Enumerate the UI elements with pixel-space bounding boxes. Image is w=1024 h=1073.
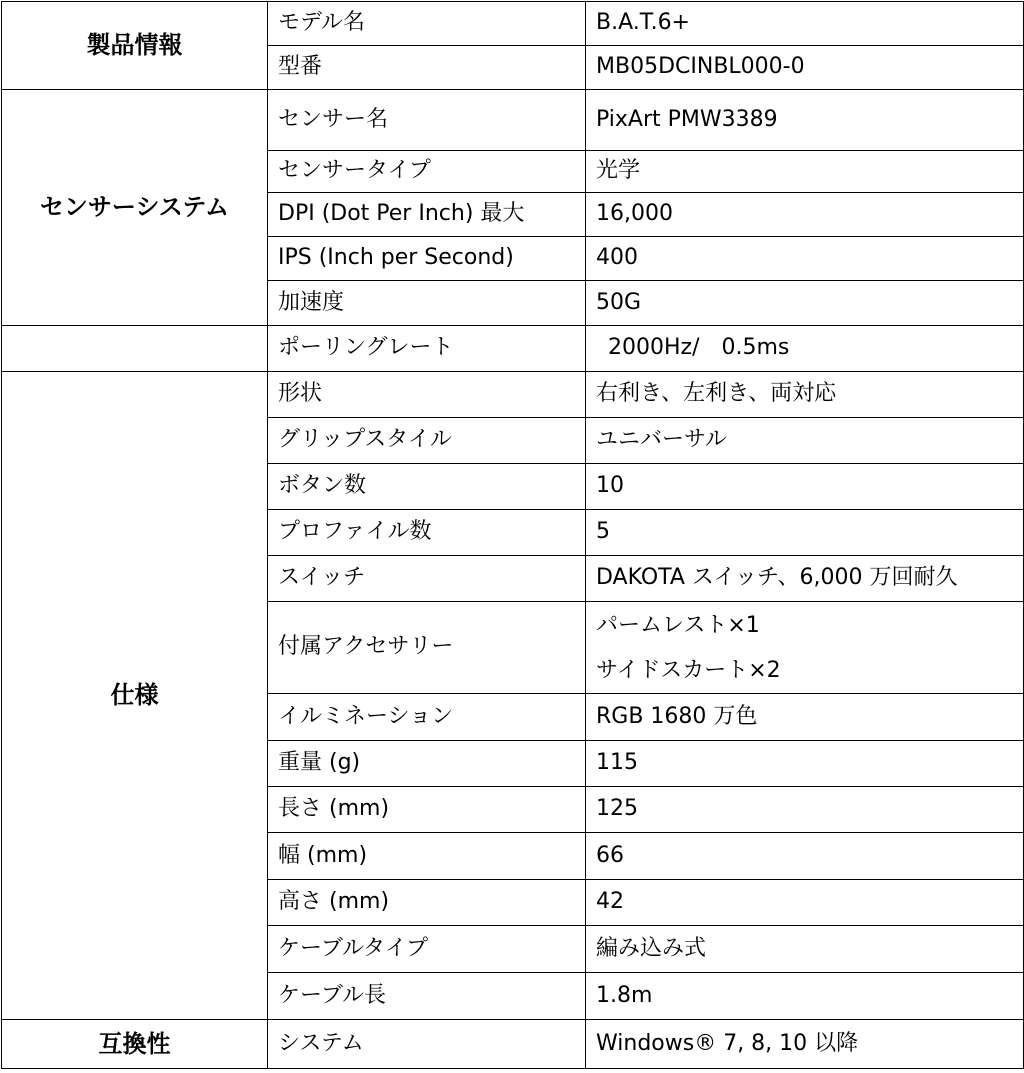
spec-label: 高さ (mm) xyxy=(268,880,586,926)
spec-value: DAKOTA スイッチ、6,000 万回耐久 xyxy=(586,556,1024,602)
spec-value: 16,000 xyxy=(586,193,1024,237)
category-compatibility: 互換性 xyxy=(2,1020,268,1069)
spec-value: 400 xyxy=(586,237,1024,281)
spec-label: ケーブル長 xyxy=(268,973,586,1020)
spec-value: RGB 1680 万色 xyxy=(586,694,1024,741)
table-row xyxy=(2,2,1024,46)
spec-value: B.A.T.6+ xyxy=(586,2,1024,46)
spec-label: ボタン数 xyxy=(268,464,586,510)
spec-value: 2000Hz/ 0.5ms xyxy=(586,326,1024,372)
spec-label: グリップスタイル xyxy=(268,418,586,464)
spec-value: 50G xyxy=(586,281,1024,326)
spec-value: 光学 xyxy=(586,151,1024,193)
category-sensor-system: センサーシステム xyxy=(2,90,268,326)
spec-value: 5 xyxy=(586,510,1024,556)
category-specs: 仕様 xyxy=(2,372,268,1020)
spec-label: 形状 xyxy=(268,372,586,418)
category-product-info: 製品情報 xyxy=(2,2,268,90)
spec-label: 幅 (mm) xyxy=(268,833,586,880)
spec-table xyxy=(1,1,1024,1069)
spec-value: 編み込み式 xyxy=(586,926,1024,973)
spec-value: 115 xyxy=(586,741,1024,787)
spec-value: ユニバーサル xyxy=(586,418,1024,464)
spec-label: DPI (Dot Per Inch) 最大 xyxy=(268,193,586,237)
spec-label: ポーリングレート xyxy=(268,326,586,372)
spec-label: 加速度 xyxy=(268,281,586,326)
spec-label: ケーブルタイプ xyxy=(268,926,586,973)
spec-label: スイッチ xyxy=(268,556,586,602)
spec-value: 125 xyxy=(586,787,1024,833)
spec-value: MB05DCINBL000-0 xyxy=(586,46,1024,90)
spec-label: 付属アクセサリー xyxy=(268,602,586,694)
category-empty xyxy=(2,326,268,372)
spec-value-multiline xyxy=(586,602,1024,694)
table-row xyxy=(2,372,1024,418)
spec-value: 42 xyxy=(586,880,1024,926)
accessory-line: サイドスカート×2 xyxy=(596,657,781,683)
spec-value: 66 xyxy=(586,833,1024,880)
spec-value: Windows® 7, 8, 10 以降 xyxy=(586,1020,1024,1069)
spec-label: センサー名 xyxy=(268,90,586,151)
spec-label: モデル名 xyxy=(268,2,586,46)
table-row xyxy=(2,90,1024,151)
spec-label: 重量 (g) xyxy=(268,741,586,787)
spec-value: 右利き、左利き、両対応 xyxy=(586,372,1024,418)
spec-label: 長さ (mm) xyxy=(268,787,586,833)
accessory-line: パームレスト×1 xyxy=(596,612,760,638)
spec-label: イルミネーション xyxy=(268,694,586,741)
table-row xyxy=(2,1020,1024,1069)
spec-value: 10 xyxy=(586,464,1024,510)
spec-label: システム xyxy=(268,1020,586,1069)
spec-label: IPS (Inch per Second) xyxy=(268,237,586,281)
table-row xyxy=(2,326,1024,372)
spec-value: PixArt PMW3389 xyxy=(586,90,1024,151)
spec-label: 型番 xyxy=(268,46,586,90)
spec-label: センサータイプ xyxy=(268,151,586,193)
spec-value: 1.8m xyxy=(586,973,1024,1020)
spec-label: プロファイル数 xyxy=(268,510,586,556)
